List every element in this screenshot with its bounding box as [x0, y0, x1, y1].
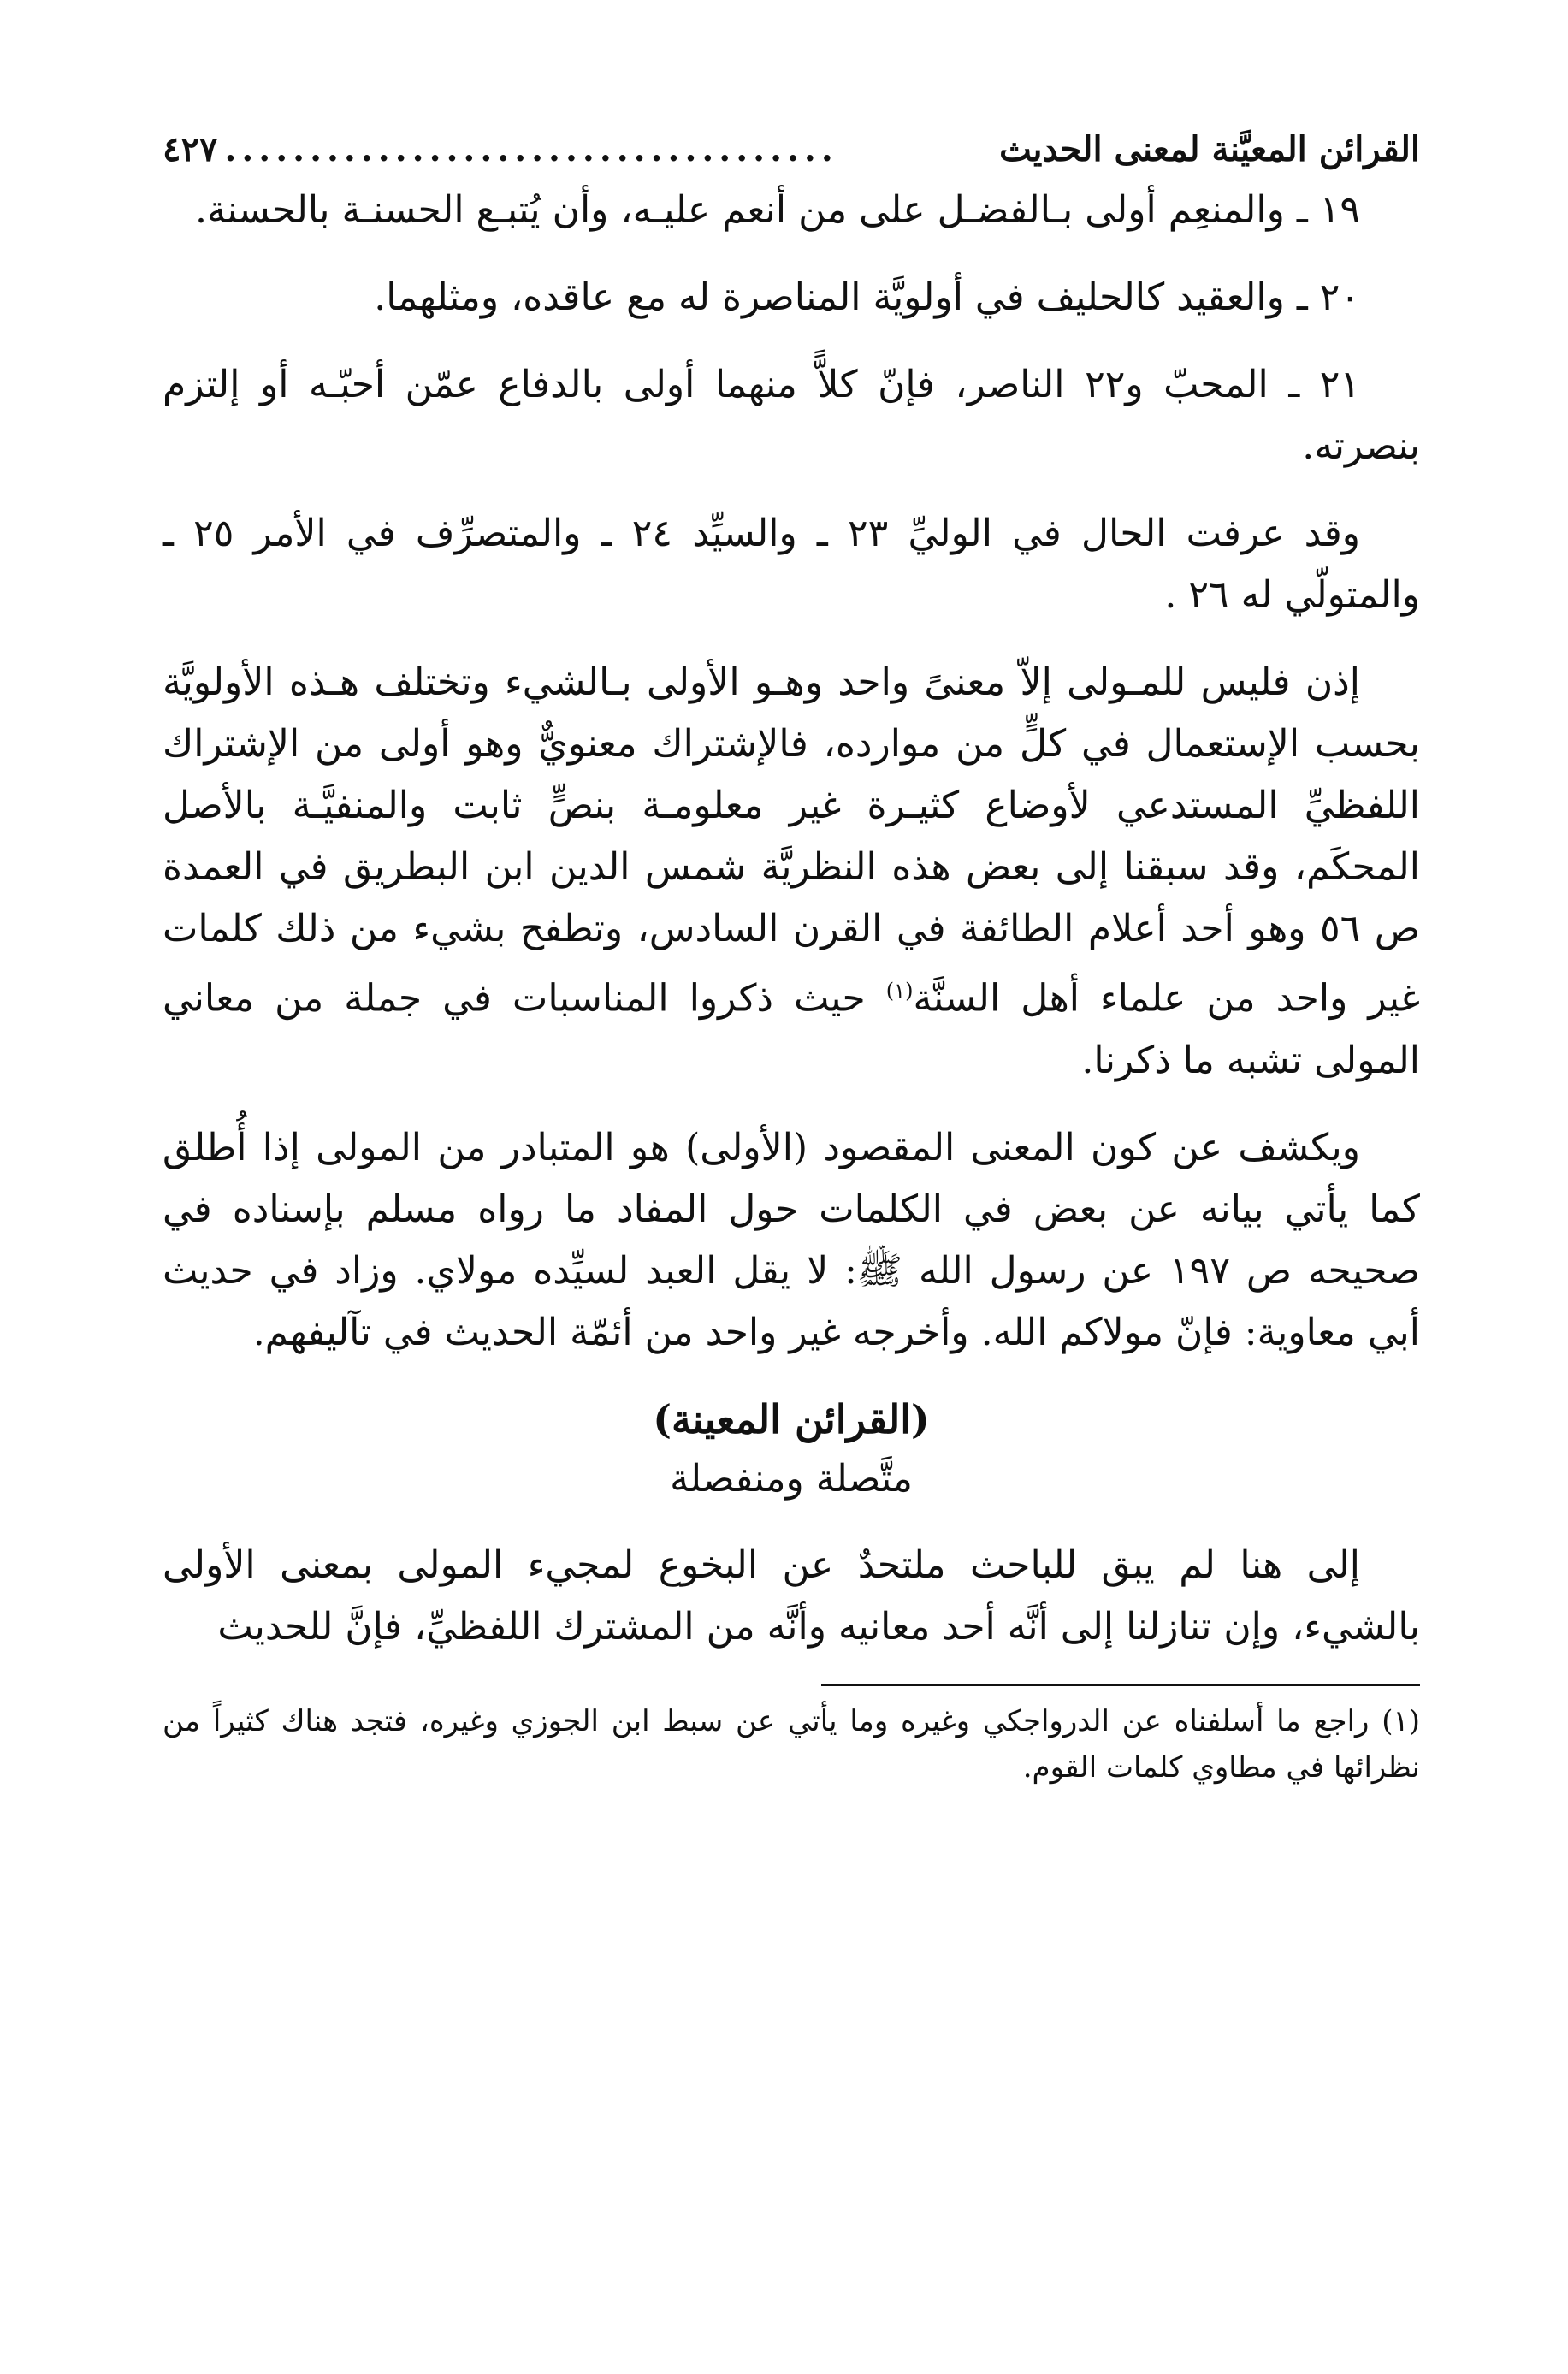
paragraph-item-21: ٢١ ـ المحبّ و٢٢ الناصر، فإنّ كلاًّ منهما أولى بالدفاع عمّن أحبّـه أو إلتزم بنصرته.	[163, 363, 1420, 468]
footnote-ref[interactable]: (١)	[885, 979, 914, 1003]
paragraph-single-meaning-text: إذن فليس للمـولى إلاّ معنىً واحد وهـو الأولى بـالشيء وتختلف هـذه الأولويَّة بحسب الإستعمال في كلٍّ من موارده، فالإشتراك معنويٌّ وهو أولى من الإشتراك اللفظيِّ المستدعي لأوضاع كثيـرة غير معلومـة بنصٍّ ثابت والمنفيَّـة بالأصل المحكَم، وقد سبقنا إلى بعض هذه النظريَّة شمس الدين ابن البطريق في العمدة ص ٥٦ وهو أحد أعلام الطائفة في القرن السادس، وتطفح بشيء من ذلك كلمات غير واحد من علماء أهل السنَّة	[163, 660, 1421, 1021]
page-number: ٤٢٧	[163, 129, 218, 169]
paragraph-item-19: ١٩ ـ والمنعِم أولى بـالفضـل على من أنعم عليـه، وأن يُتبـع الحسنـة بالحسنة.	[194, 188, 1360, 232]
paragraph-item-20: ٢٠ ـ والعقيد كالحليف في أولويَّة المناصرة له مع عاقده، ومثلهما.	[374, 275, 1360, 319]
section-heading: (القرائن المعينة)	[653, 1395, 930, 1442]
paragraph-single-meaning	[163, 652, 1420, 1092]
footnote-text: (١) راجع ما أسلفناه عن الدرواجكي وغيره وما يأتي عن سبط ابن الجوزي وغيره، فتجد هناك كثيراً من نظرائها في مطاوي كلمات القوم.	[163, 1703, 1420, 1785]
paragraph-evidence: ويكشف عن كون المعنى المقصود (الأولى) هو المتبادر من المولى إذا أُطلق كما يأتي بيانه عن بعض في الكلمات حول المفاد ما رواه مسلم بإسناده في صحيحه ص ١٩٧ عن رسول الله ﷺ: لا يقل العبد لسيِّده مولاي. وزاد في حديث أبي معاوية: فإنّ مولاكم الله. وأخرجه غير واحد من أئمّة الحديث في تآليفهم.	[163, 1125, 1420, 1354]
main-text	[163, 180, 1420, 1658]
paragraph-conclusion: إلى هنا لم يبق للباحث ملتحدٌ عن البخوع لمجيء المولى بمعنى الأولى بالشيء، وإن تنازلنا إلى أنَّه أحد معانيه وأنَّه من المشترك اللفظيِّ، فإنَّ للحديث	[163, 1542, 1420, 1649]
book-page	[163, 120, 1420, 2293]
header-title: القرائن المعيَّنة لمعنى الحديث	[999, 129, 1420, 169]
header-leader-dots: ....................................	[224, 129, 838, 169]
paragraph-known-meanings: وقد عرفت الحال في الوليِّ ٢٣ ـ والسيِّد ٢٤ ـ والمتصرِّف في الأمر ٢٥ ـ والمتولّي له ٢٦ .	[163, 512, 1420, 617]
paragraph-single-meaning-tail: حيث ذكروا المناسبات في جملة من معاني المولى تشبه ما ذكرنا.	[163, 976, 1420, 1082]
section-subheading: متَّصلة ومنفصلة	[670, 1456, 913, 1501]
footnote-divider	[821, 1684, 1420, 1686]
running-header	[163, 120, 1420, 180]
